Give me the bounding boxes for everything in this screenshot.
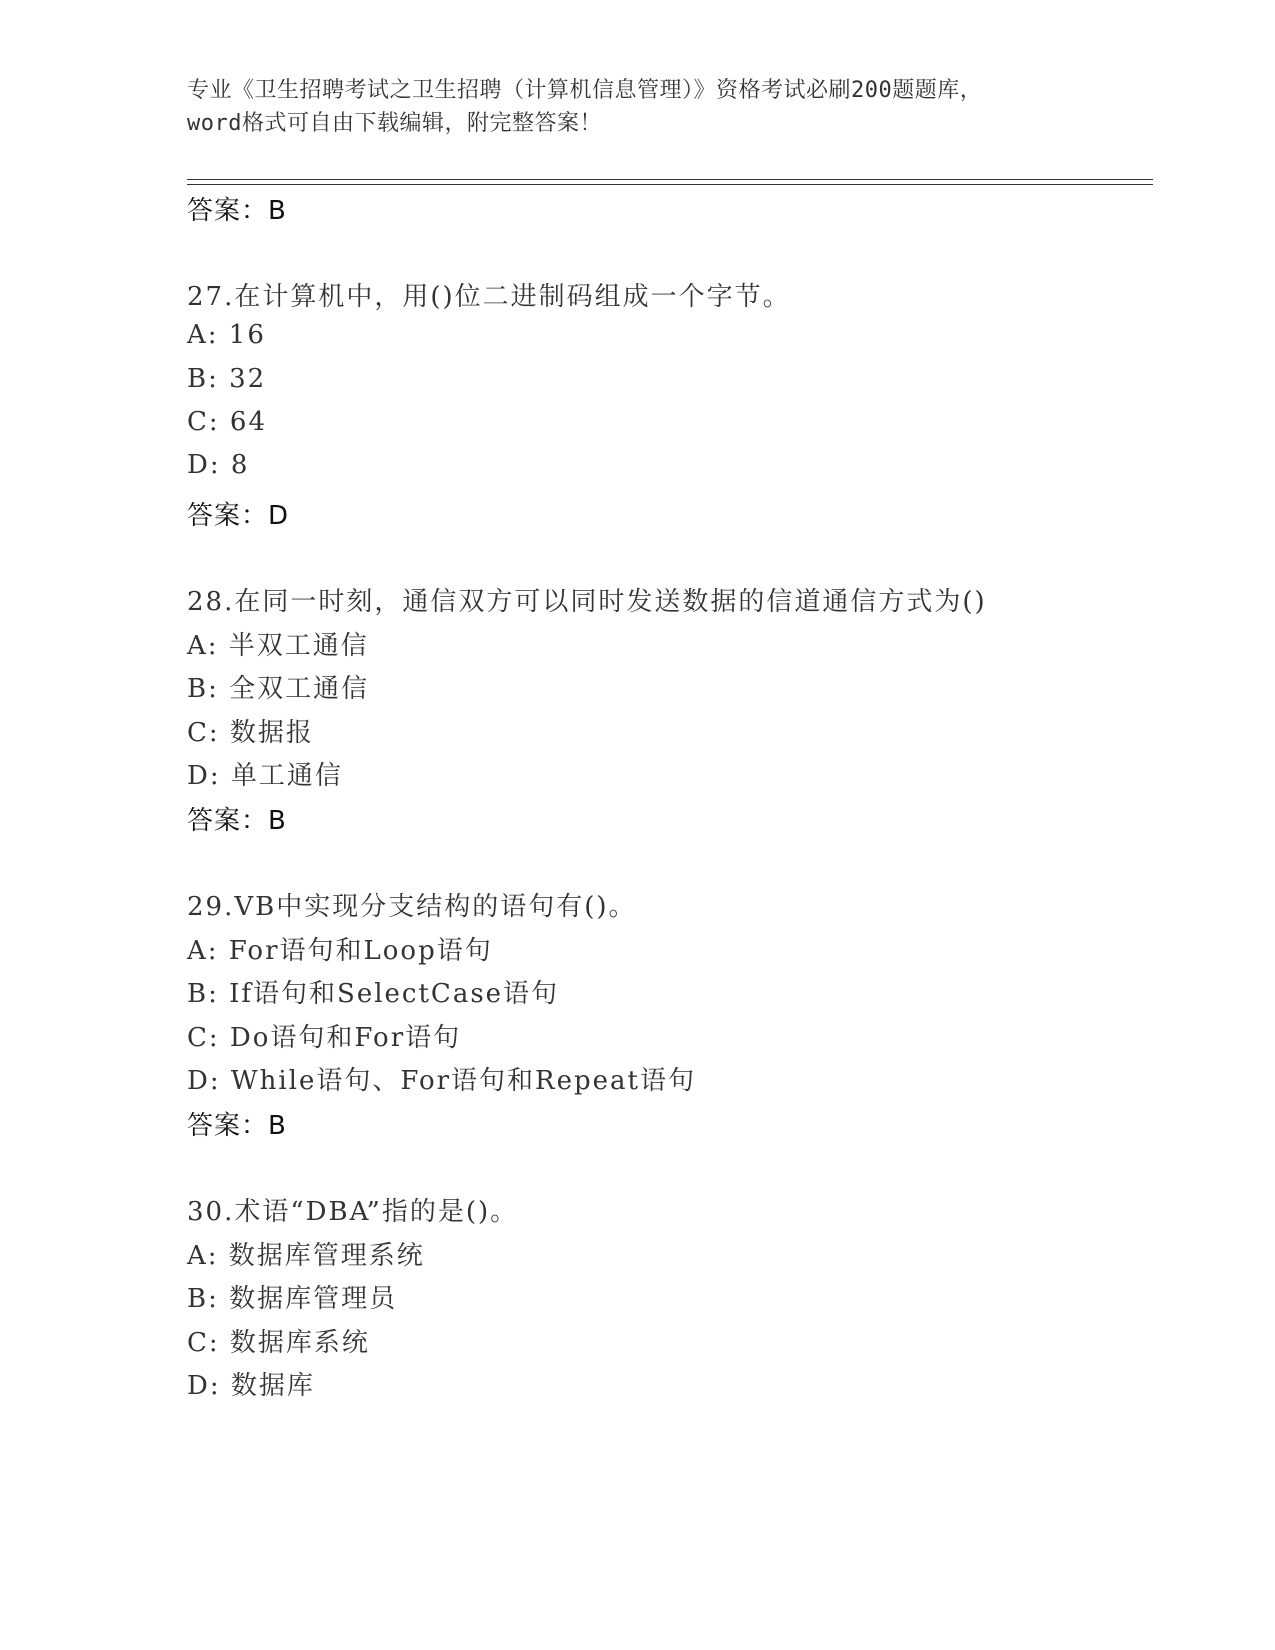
question-27-option-b: B: 32 <box>187 364 267 394</box>
question-29-option-b: B: If语句和SelectCase语句 <box>187 979 560 1009</box>
question-27-option-d: D: 8 <box>187 450 250 480</box>
question-30-option-a: A: 数据库管理系统 <box>187 1241 425 1271</box>
question-30-option-c: C: 数据库系统 <box>187 1328 370 1358</box>
header-line-1: 专业《卫生招聘考试之卫生招聘（计算机信息管理）》资格考试必刷200题题库， <box>187 78 983 103</box>
question-27-stem: 27.在计算机中，用()位二进制码组成一个字节。 <box>187 282 791 312</box>
question-27-option-a: A: 16 <box>187 320 266 350</box>
question-28-option-a: A: 半双工通信 <box>187 631 369 661</box>
question-29-option-c: C: Do语句和For语句 <box>187 1023 462 1053</box>
question-29-option-a: A: For语句和Loop语句 <box>187 936 493 966</box>
header-divider-top <box>187 179 1153 180</box>
question-28-option-b: B: 全双工通信 <box>187 674 370 704</box>
question-29-option-d: D: While语句、For语句和Repeat语句 <box>187 1066 696 1096</box>
question-29-answer: 答案：B <box>187 1111 287 1141</box>
document-header <box>187 74 1117 140</box>
question-27-option-c: C: 64 <box>187 407 268 437</box>
header-divider-bottom <box>187 184 1153 185</box>
question-28-option-c: C: 数据报 <box>187 718 314 748</box>
question-28-option-d: D: 单工通信 <box>187 761 343 791</box>
question-28-answer: 答案：B <box>187 806 287 836</box>
header-line-2: word格式可自由下载编辑，附完整答案！ <box>187 111 602 136</box>
previous-answer: 答案：B <box>187 196 287 226</box>
question-30-option-d: D: 数据库 <box>187 1371 315 1401</box>
question-27-answer: 答案：D <box>187 501 290 531</box>
question-28-stem: 28.在同一时刻，通信双方可以同时发送数据的信道通信方式为() <box>187 587 987 617</box>
question-30-stem: 30.术语“DBA”指的是()。 <box>187 1197 519 1227</box>
question-30-option-b: B: 数据库管理员 <box>187 1284 398 1314</box>
question-29-stem: 29.VB中实现分支结构的语句有()。 <box>187 892 637 922</box>
